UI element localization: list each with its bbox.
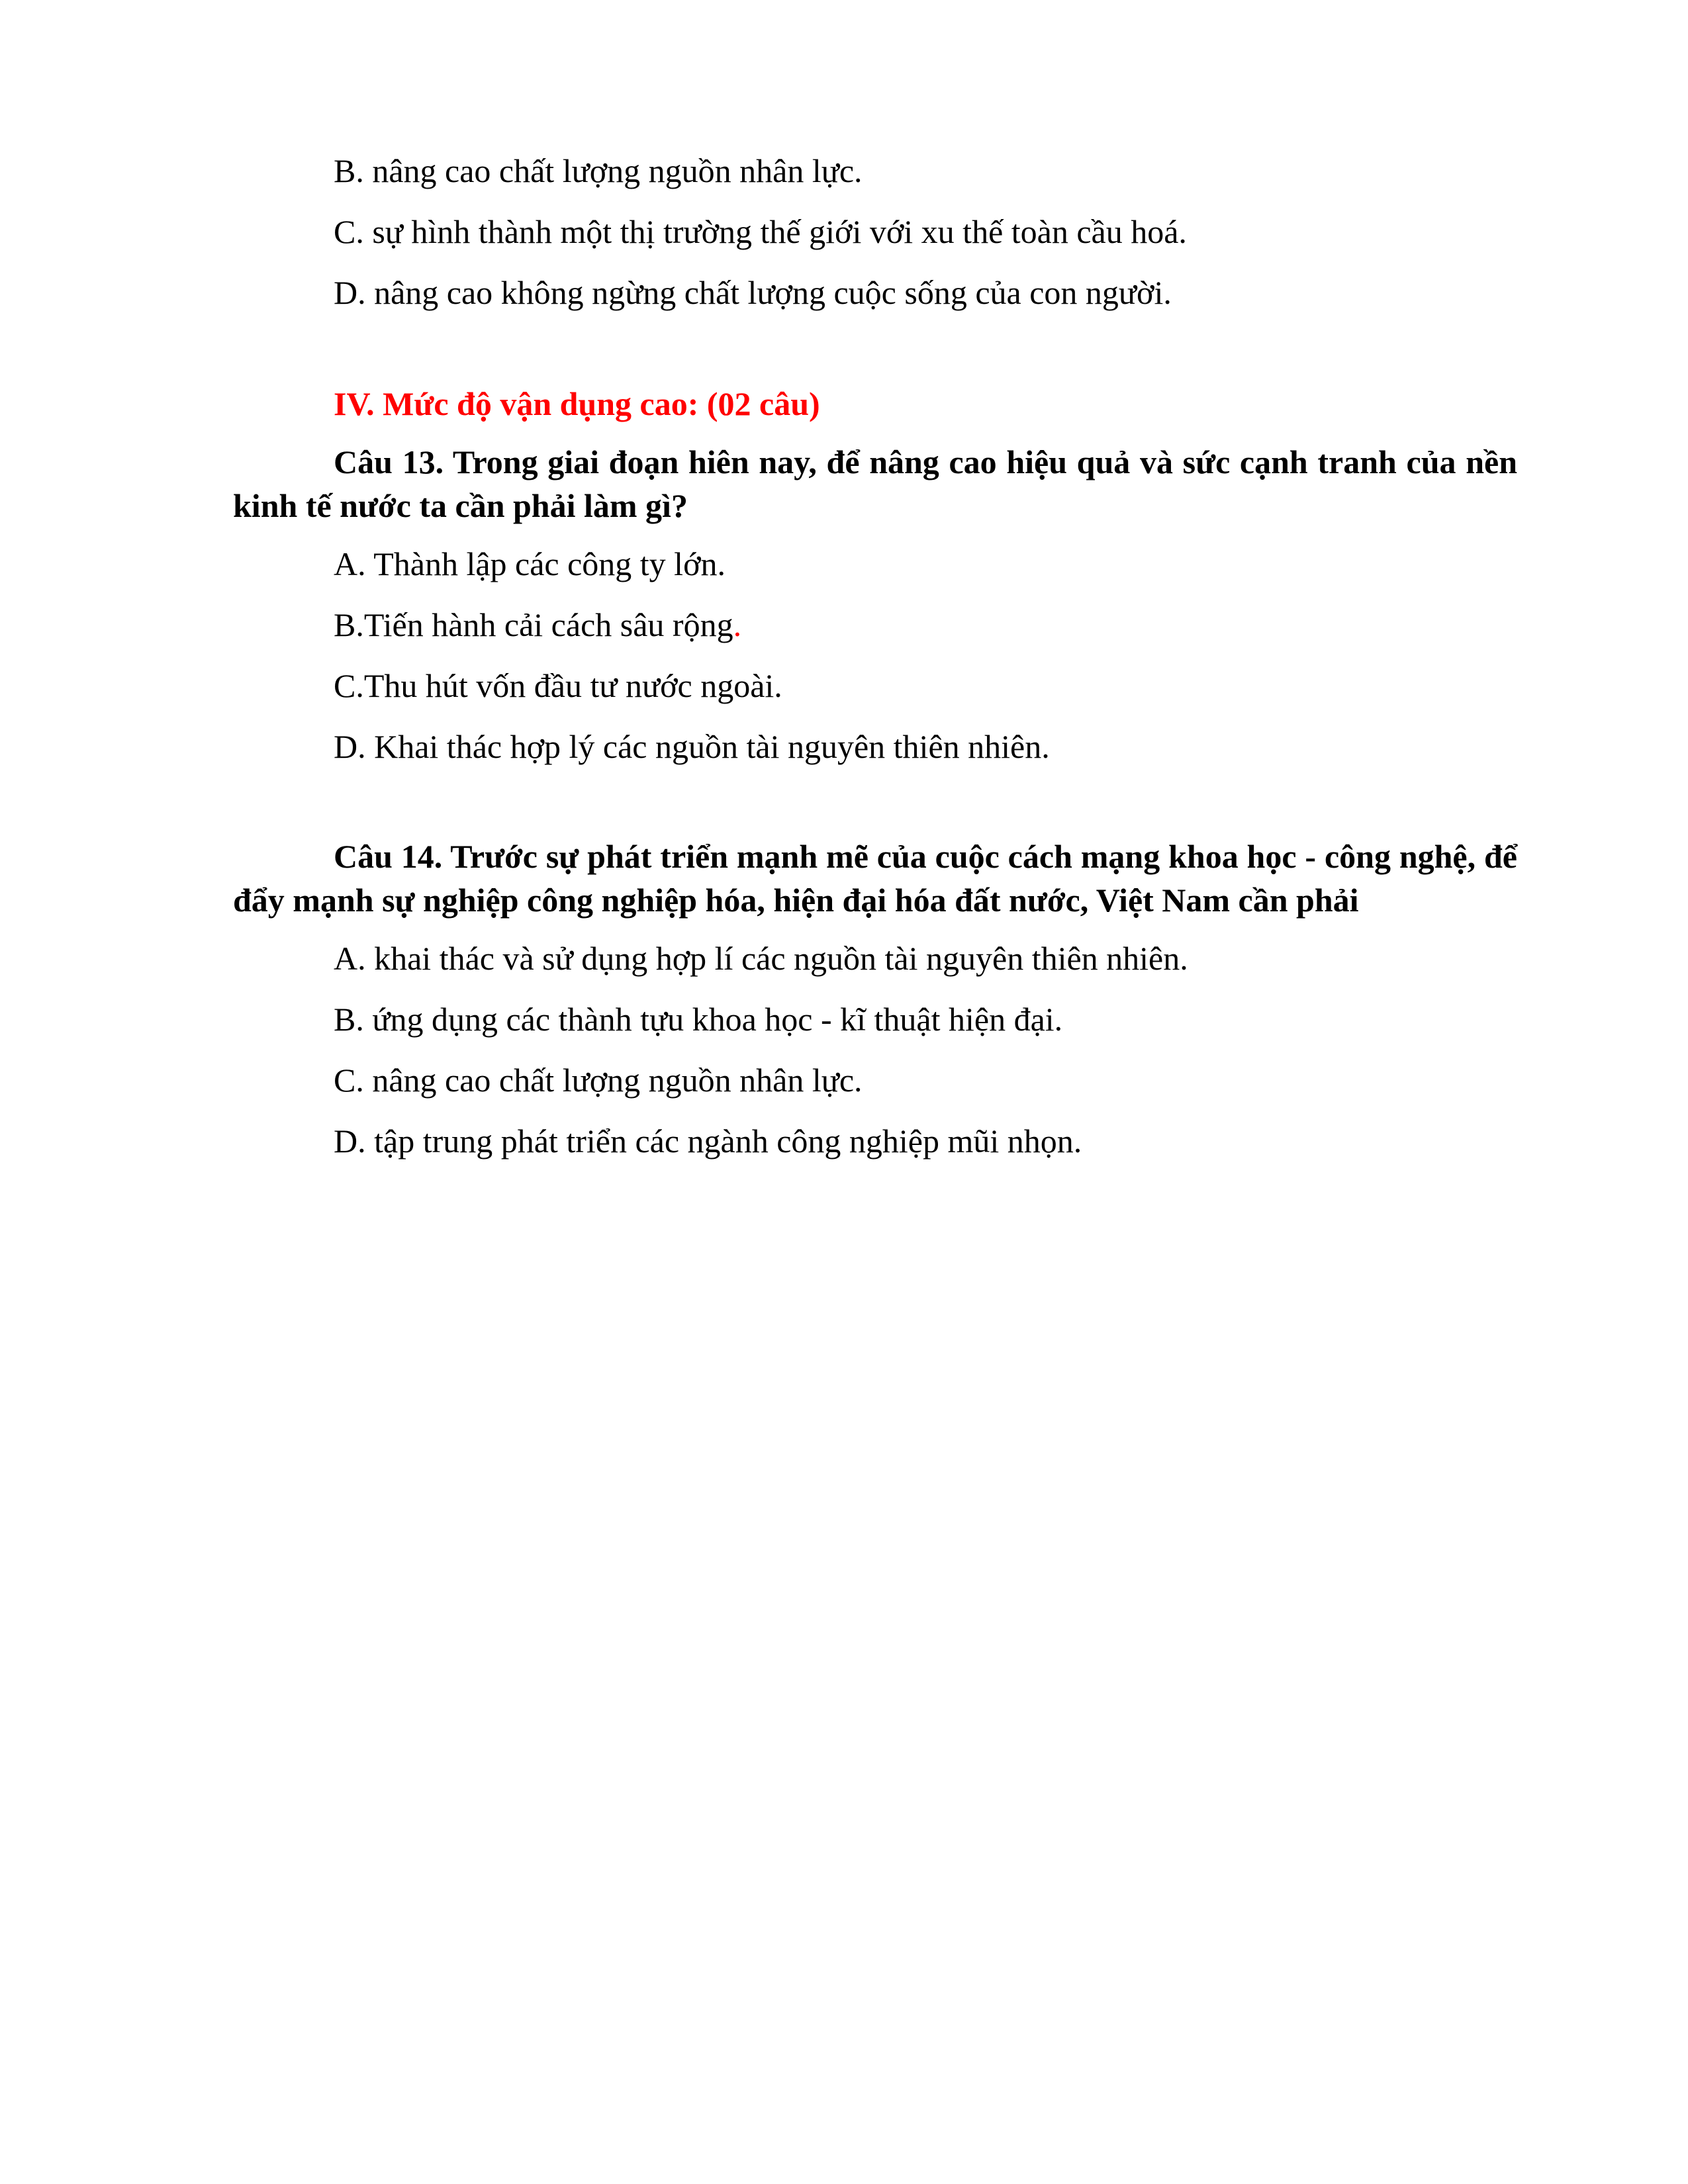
question-14: Câu 14. Trước sự phát triển mạnh mẽ của cuộc cách mạng khoa học - công nghệ, để đẩy mạnh sự nghiệp công nghiệp hóa, hiện đại hóa đất nước, Việt Nam cần phải bbox=[233, 838, 1517, 919]
document-content bbox=[233, 149, 1517, 1180]
q14-option-d: D. tập trung phát triển các ngành công nghiệp mũi nhọn. bbox=[334, 1122, 1082, 1160]
prev-option-c: C. sự hình thành một thị trường thế giới với xu thế toàn cầu hoá. bbox=[334, 213, 1187, 250]
q13-option-b bbox=[233, 603, 1517, 647]
prev-option-d: D. nâng cao không ngừng chất lượng cuộc sống của con người. bbox=[334, 274, 1172, 311]
q13-option-a: A. Thành lập các công ty lớn. bbox=[334, 545, 726, 582]
q13-option-b-mark: . bbox=[733, 606, 742, 643]
q14-option-c: C. nâng cao chất lượng nguồn nhân lực. bbox=[334, 1062, 863, 1099]
q13-option-c: C.Thu hút vốn đầu tư nước ngoài. bbox=[334, 667, 782, 704]
q13-option-d: D. Khai thác hợp lý các nguồn tài nguyên thiên nhiên. bbox=[334, 728, 1050, 765]
q14-option-b: B. ứng dụng các thành tựu khoa học - kĩ thuật hiện đại. bbox=[334, 1001, 1063, 1038]
section-title: IV. Mức độ vận dụng cao: (02 câu) bbox=[334, 385, 820, 422]
prev-option-b: B. nâng cao chất lượng nguồn nhân lực. bbox=[334, 152, 863, 189]
question-13: Câu 13. Trong giai đoạn hiên nay, để nâng cao hiệu quả và sức cạnh tranh của nền kinh tế nước ta cần phải làm gì? bbox=[233, 443, 1517, 524]
q13-option-b-text: B.Tiến hành cải cách sâu rộng bbox=[334, 606, 733, 643]
q14-option-a: A. khai thác và sử dụng hợp lí các nguồn tài nguyên thiên nhiên. bbox=[334, 940, 1188, 977]
